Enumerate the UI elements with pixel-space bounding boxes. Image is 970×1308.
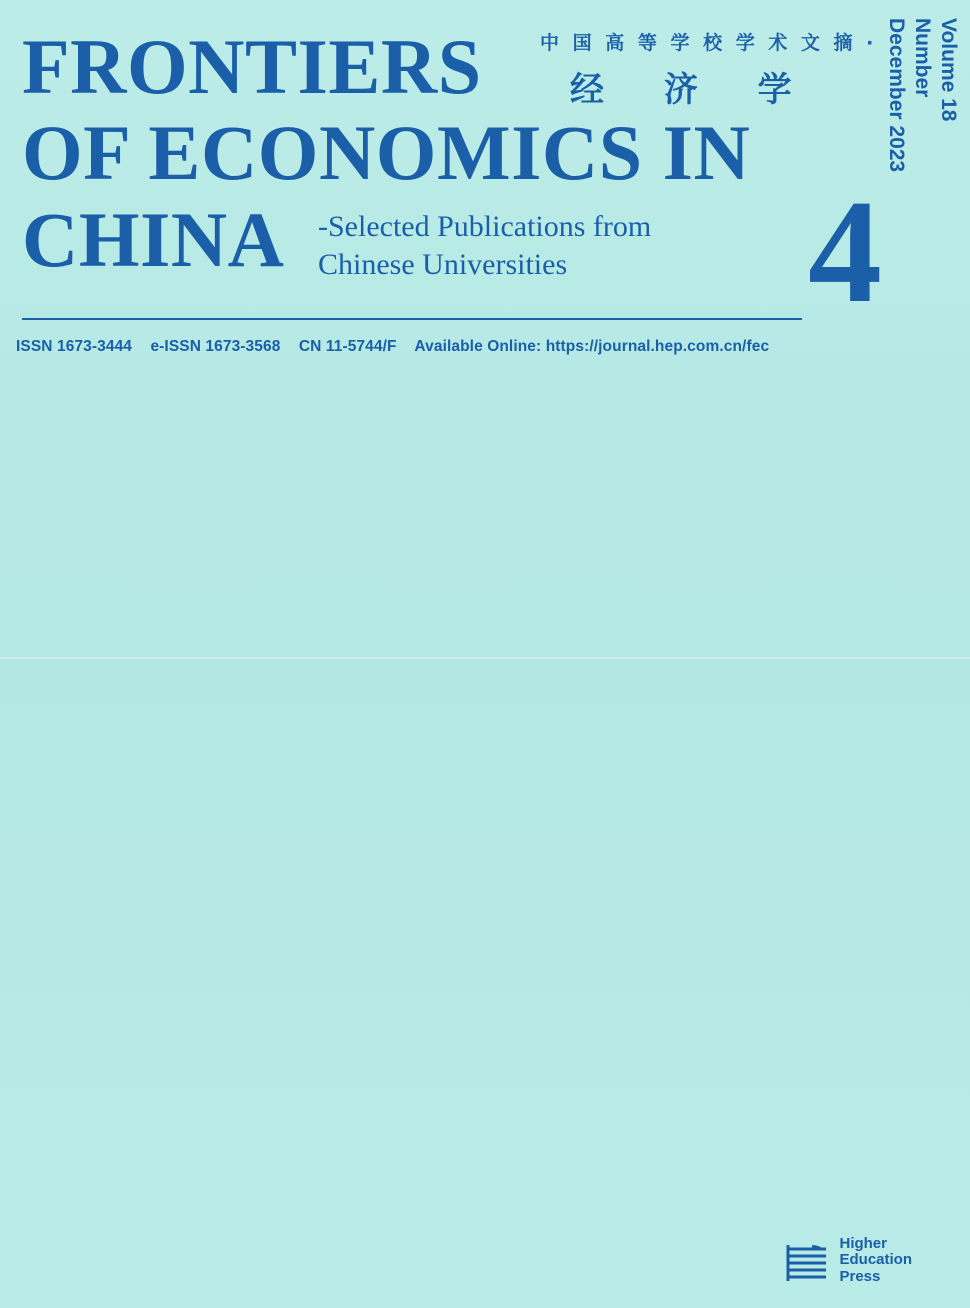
- issue-date: December 2023: [885, 18, 909, 173]
- issn-electronic: e-ISSN 1673-3568: [150, 338, 281, 355]
- cn-number: CN 11-5744/F: [298, 338, 397, 355]
- journal-subtitle-line-1: -Selected Publications from: [318, 210, 652, 243]
- chinese-series-title: 中 国 高 等 学 校 学 术 文 摘 ·: [540, 32, 877, 54]
- journal-subtitle: [318, 208, 838, 285]
- journal-title-line-3: CHINA: [22, 196, 285, 283]
- publisher-logo: [784, 1236, 912, 1286]
- issn-print: ISSN 1673-3444: [16, 338, 133, 355]
- issue-volume-label: Volume 18: [937, 18, 961, 122]
- publisher-name-line-2: Education: [839, 1251, 912, 1269]
- chinese-discipline-title: 经 济 学: [570, 70, 816, 110]
- header-divider-rule: [22, 318, 802, 320]
- issue-number-value: 4: [808, 170, 882, 334]
- publisher-name-line-3: Press: [839, 1268, 881, 1286]
- journal-subtitle-line-2: Chinese Universities: [318, 248, 568, 282]
- journal-title-line-2: OF ECONOMICS IN: [22, 109, 751, 196]
- issue-number-label: Number: [911, 18, 935, 98]
- online-availability: Available Online: https://journal.hep.com.cn/fec: [414, 338, 770, 355]
- book-stack-icon: [784, 1239, 830, 1283]
- identifier-line: [16, 338, 769, 356]
- publisher-name-line-1: Higher: [839, 1234, 887, 1252]
- journal-title-line-1: FRONTIERS: [22, 23, 482, 110]
- publisher-name: [839, 1236, 912, 1286]
